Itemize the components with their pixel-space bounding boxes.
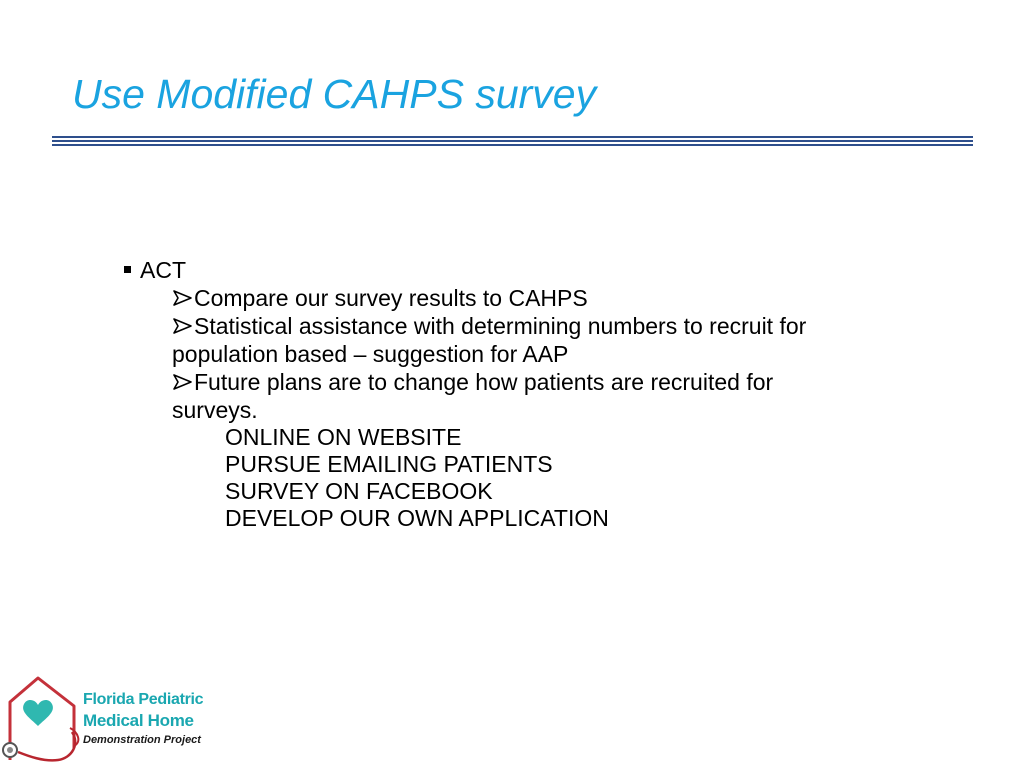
slide-title: Use Modified CAHPS survey bbox=[72, 71, 597, 117]
bullet-compare: Compare our survey results to CAHPS bbox=[172, 285, 588, 313]
sub-item: DEVELOP OUR OWN APPLICATION bbox=[225, 505, 609, 531]
sub-item: ONLINE ON WEBSITE bbox=[225, 424, 462, 450]
arrow-bullet-icon bbox=[172, 373, 194, 391]
medical-home-logo-icon bbox=[0, 672, 82, 768]
organization-logo bbox=[0, 672, 220, 768]
logo-line-2: Medical Home bbox=[83, 711, 194, 730]
bullet-future-plans: Future plans are to change how patients are recruited for bbox=[172, 369, 773, 397]
bullet-statistical-continued: population based – suggestion for AAP bbox=[172, 341, 569, 367]
square-bullet-icon bbox=[124, 266, 131, 273]
logo-line-3: Demonstration Project bbox=[83, 734, 201, 746]
logo-line-1: Florida Pediatric bbox=[83, 691, 204, 708]
arrow-bullet-icon bbox=[172, 289, 194, 307]
bullet-level1: ACT bbox=[124, 257, 186, 285]
title-divider bbox=[52, 136, 973, 146]
arrow-bullet-icon bbox=[172, 317, 194, 335]
bullet-future-plans-continued: surveys. bbox=[172, 397, 258, 423]
sub-item: PURSUE EMAILING PATIENTS bbox=[225, 451, 553, 477]
sub-item: SURVEY ON FACEBOOK bbox=[225, 478, 493, 504]
bullet-statistical: Statistical assistance with determining numbers to recruit for bbox=[172, 313, 806, 341]
